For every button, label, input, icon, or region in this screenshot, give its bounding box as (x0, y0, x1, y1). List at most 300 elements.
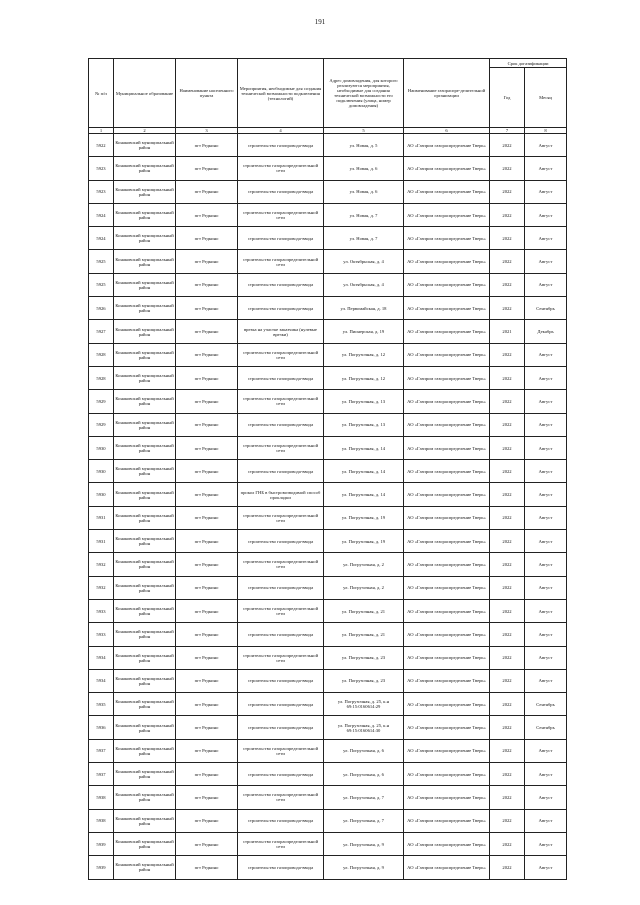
org-cell: АО «Газпром газораспределение Тверь» (404, 203, 490, 226)
table-row (89, 134, 567, 157)
org-cell: АО «Газпром газораспределение Тверь» (404, 250, 490, 273)
table-row (89, 832, 567, 855)
address-cell: ул. Погрузочная, д. 12 (324, 343, 404, 366)
measure-cell: строительство газопровода-ввода (238, 273, 324, 296)
month-cell: Август (525, 832, 567, 855)
measure-cell: строительство газораспределительной сети (238, 739, 324, 762)
table-row (89, 157, 567, 180)
address-cell: ул. Погрузочная, д. 19 (324, 506, 404, 529)
row-number: 5923 (89, 180, 114, 203)
month-cell: Август (525, 506, 567, 529)
org-cell: АО «Газпром газораспределение Тверь» (404, 716, 490, 739)
year-cell: 2022 (490, 763, 525, 786)
address-cell: ул. Погрузочная, д. 21 (324, 623, 404, 646)
address-cell: ул. Погрузочная, д. 13 (324, 413, 404, 436)
measure-cell: строительство газораспределительной сети (238, 157, 324, 180)
address-cell: ул. Погрузочная, д. 21 (324, 599, 404, 622)
org-cell: АО «Газпром газораспределение Тверь» (404, 832, 490, 855)
month-cell: Декабрь (525, 320, 567, 343)
row-number: 5932 (89, 576, 114, 599)
settlement-cell: пгт Редкино (176, 553, 238, 576)
settlement-cell: пгт Редкино (176, 623, 238, 646)
municipality-cell: Конаковский муниципальный район (114, 553, 176, 576)
measure-cell: врезка на участке заказчика (нулевые врезки) (238, 320, 324, 343)
municipality-cell: Конаковский муниципальный район (114, 669, 176, 692)
table-row (89, 856, 567, 879)
month-cell: Август (525, 553, 567, 576)
column-number: 1 (89, 128, 114, 134)
month-cell: Август (525, 366, 567, 389)
header-month: Месяц (525, 68, 567, 128)
municipality-cell: Конаковский муниципальный район (114, 693, 176, 716)
measure-cell: строительство газопровода-ввода (238, 227, 324, 250)
column-number: 2 (114, 128, 176, 134)
year-cell: 2022 (490, 553, 525, 576)
year-cell: 2022 (490, 273, 525, 296)
month-cell: Август (525, 809, 567, 832)
column-number: 7 (490, 128, 525, 134)
municipality-cell: Конаковский муниципальный район (114, 227, 176, 250)
municipality-cell: Конаковский муниципальный район (114, 832, 176, 855)
month-cell: Август (525, 227, 567, 250)
month-cell: Август (525, 180, 567, 203)
table-row (89, 436, 567, 459)
month-cell: Август (525, 599, 567, 622)
row-number: 5926 (89, 297, 114, 320)
year-cell: 2022 (490, 646, 525, 669)
measure-cell: строительство газораспределительной сети (238, 436, 324, 459)
year-cell: 2022 (490, 599, 525, 622)
org-cell: АО «Газпром газораспределение Тверь» (404, 413, 490, 436)
row-number: 5930 (89, 483, 114, 506)
year-cell: 2022 (490, 157, 525, 180)
table-row (89, 203, 567, 226)
row-number: 5933 (89, 599, 114, 622)
month-cell: Август (525, 763, 567, 786)
municipality-cell: Конаковский муниципальный район (114, 436, 176, 459)
municipality-cell: Конаковский муниципальный район (114, 623, 176, 646)
year-cell: 2022 (490, 739, 525, 762)
header-municipality: Муниципальное образование (114, 59, 176, 128)
month-cell: Август (525, 576, 567, 599)
month-cell: Август (525, 390, 567, 413)
municipality-cell: Конаковский муниципальный район (114, 646, 176, 669)
header-measures: Мероприятия, необходимые для создания технической возможности подключения (технологий) (238, 59, 324, 128)
address-cell: ул. Погрузочная, д. 25, к.н 69:15:0160614:29 (324, 693, 404, 716)
table-row (89, 553, 567, 576)
org-cell: АО «Газпром газораспределение Тверь» (404, 669, 490, 692)
municipality-cell: Конаковский муниципальный район (114, 530, 176, 553)
settlement-cell: пгт Редкино (176, 856, 238, 879)
municipality-cell: Конаковский муниципальный район (114, 180, 176, 203)
address-cell: ул. Новая, д. 7 (324, 203, 404, 226)
row-number: 5936 (89, 716, 114, 739)
row-number: 5937 (89, 739, 114, 762)
month-cell: Август (525, 483, 567, 506)
page-number: 191 (314, 18, 326, 26)
settlement-cell: пгт Редкино (176, 297, 238, 320)
header-num: № п/п (89, 59, 114, 128)
org-cell: АО «Газпром газораспределение Тверь» (404, 693, 490, 716)
municipality-cell: Конаковский муниципальный район (114, 763, 176, 786)
org-cell: АО «Газпром газораспределение Тверь» (404, 646, 490, 669)
year-cell: 2022 (490, 366, 525, 389)
address-cell: ул. Погрузочная, д. 12 (324, 366, 404, 389)
measure-cell: строительство газопровода-ввода (238, 623, 324, 646)
year-cell: 2022 (490, 693, 525, 716)
header-deadline: Срок догазификации (490, 59, 567, 68)
address-cell: ул. Новая, д. 5 (324, 134, 404, 157)
settlement-cell: пгт Редкино (176, 413, 238, 436)
row-number: 5923 (89, 157, 114, 180)
row-number: 5931 (89, 506, 114, 529)
row-number: 5933 (89, 623, 114, 646)
month-cell: Август (525, 343, 567, 366)
measure-cell: строительство газораспределительной сети (238, 506, 324, 529)
measure-cell: строительство газораспределительной сети (238, 390, 324, 413)
address-cell: ул. Погрузочная, д. 23 (324, 646, 404, 669)
row-number: 5930 (89, 436, 114, 459)
table-row (89, 809, 567, 832)
table-row (89, 297, 567, 320)
row-number: 5931 (89, 530, 114, 553)
year-cell: 2022 (490, 809, 525, 832)
table-row (89, 576, 567, 599)
row-number: 5934 (89, 669, 114, 692)
row-number: 5932 (89, 553, 114, 576)
year-cell: 2022 (490, 832, 525, 855)
org-cell: АО «Газпром газораспределение Тверь» (404, 343, 490, 366)
address-cell: ул. Погрузочная, д. 6 (324, 763, 404, 786)
row-number: 5925 (89, 273, 114, 296)
table-row (89, 320, 567, 343)
month-cell: Август (525, 623, 567, 646)
address-cell: ул. Погрузочная, д. 23 (324, 669, 404, 692)
table-body (89, 134, 567, 880)
org-cell: АО «Газпром газораспределение Тверь» (404, 460, 490, 483)
month-cell: Август (525, 203, 567, 226)
measure-cell: строительство газораспределительной сети (238, 786, 324, 809)
org-cell: АО «Газпром газораспределение Тверь» (404, 180, 490, 203)
table-row (89, 530, 567, 553)
measure-cell: строительство газопровода-ввода (238, 716, 324, 739)
org-cell: АО «Газпром газораспределение Тверь» (404, 157, 490, 180)
column-number: 4 (238, 128, 324, 134)
year-cell: 2022 (490, 203, 525, 226)
table-row (89, 227, 567, 250)
settlement-cell: пгт Редкино (176, 809, 238, 832)
municipality-cell: Конаковский муниципальный район (114, 203, 176, 226)
table-row (89, 180, 567, 203)
municipality-cell: Конаковский муниципальный район (114, 366, 176, 389)
address-cell: ул. Погрузочная, д. 2 (324, 576, 404, 599)
month-cell: Август (525, 436, 567, 459)
month-cell: Сентябрь (525, 297, 567, 320)
column-number: 3 (176, 128, 238, 134)
settlement-cell: пгт Редкино (176, 250, 238, 273)
column-number: 8 (525, 128, 567, 134)
gasification-table (88, 58, 567, 880)
header-settlement: Наименование населенного пункта (176, 59, 238, 128)
measure-cell: строительство газораспределительной сети (238, 250, 324, 273)
address-cell: ул. Октябрьская, д. 4 (324, 273, 404, 296)
measure-cell: строительство газопровода-ввода (238, 576, 324, 599)
address-cell: ул. Погрузочная, д. 6 (324, 739, 404, 762)
settlement-cell: пгт Редкино (176, 669, 238, 692)
month-cell: Август (525, 157, 567, 180)
address-cell: ул. Первомайская, д. 18 (324, 297, 404, 320)
address-cell: ул. Погрузочная, д. 14 (324, 483, 404, 506)
year-cell: 2022 (490, 483, 525, 506)
measure-cell: строительство газопровода-ввода (238, 134, 324, 157)
settlement-cell: пгт Редкино (176, 646, 238, 669)
org-cell: АО «Газпром газораспределение Тверь» (404, 623, 490, 646)
settlement-cell: пгт Редкино (176, 436, 238, 459)
table-row (89, 390, 567, 413)
address-cell: ул. Погрузочная, д. 7 (324, 786, 404, 809)
org-cell: АО «Газпром газораспределение Тверь» (404, 599, 490, 622)
row-number: 5930 (89, 460, 114, 483)
month-cell: Август (525, 250, 567, 273)
row-number: 5922 (89, 134, 114, 157)
address-cell: ул. Пионерская, д. 19 (324, 320, 404, 343)
row-number: 5934 (89, 646, 114, 669)
month-cell: Август (525, 786, 567, 809)
measure-cell: строительство газораспределительной сети (238, 832, 324, 855)
settlement-cell: пгт Редкино (176, 227, 238, 250)
row-number: 5924 (89, 203, 114, 226)
month-cell: Август (525, 413, 567, 436)
row-number: 5935 (89, 693, 114, 716)
table-row (89, 366, 567, 389)
year-cell: 2022 (490, 716, 525, 739)
settlement-cell: пгт Редкино (176, 832, 238, 855)
municipality-cell: Конаковский муниципальный район (114, 599, 176, 622)
measure-cell: строительство газопровода-ввода (238, 809, 324, 832)
settlement-cell: пгт Редкино (176, 716, 238, 739)
table-row (89, 623, 567, 646)
org-cell: АО «Газпром газораспределение Тверь» (404, 227, 490, 250)
address-cell: ул. Новая, д. 6 (324, 157, 404, 180)
address-cell: ул. Октябрьская, д. 4 (324, 250, 404, 273)
year-cell: 2022 (490, 506, 525, 529)
address-cell: ул. Погрузочная, д. 14 (324, 460, 404, 483)
row-number: 5937 (89, 763, 114, 786)
address-cell: ул. Погрузочная, д. 9 (324, 856, 404, 879)
address-cell: ул. Новая, д. 7 (324, 227, 404, 250)
table-row (89, 273, 567, 296)
municipality-cell: Конаковский муниципальный район (114, 250, 176, 273)
measure-cell: строительство газопровода-ввода (238, 366, 324, 389)
year-cell: 2022 (490, 669, 525, 692)
settlement-cell: пгт Редкино (176, 786, 238, 809)
measure-cell: строительство газопровода-ввода (238, 297, 324, 320)
settlement-cell: пгт Редкино (176, 483, 238, 506)
municipality-cell: Конаковский муниципальный район (114, 297, 176, 320)
org-cell: АО «Газпром газораспределение Тверь» (404, 576, 490, 599)
row-number: 5927 (89, 320, 114, 343)
table-row (89, 599, 567, 622)
measure-cell: строительство газопровода-ввода (238, 460, 324, 483)
month-cell: Август (525, 134, 567, 157)
table-row (89, 506, 567, 529)
settlement-cell: пгт Редкино (176, 203, 238, 226)
year-cell: 2022 (490, 623, 525, 646)
measure-cell: строительство газопровода-ввода (238, 856, 324, 879)
measure-cell: строительство газораспределительной сети (238, 553, 324, 576)
settlement-cell: пгт Редкино (176, 320, 238, 343)
row-number: 5928 (89, 366, 114, 389)
table-row (89, 413, 567, 436)
row-number: 5928 (89, 343, 114, 366)
measure-cell: строительство газораспределительной сети (238, 343, 324, 366)
table-row (89, 739, 567, 762)
settlement-cell: пгт Редкино (176, 180, 238, 203)
municipality-cell: Конаковский муниципальный район (114, 390, 176, 413)
year-cell: 2022 (490, 390, 525, 413)
row-number: 5939 (89, 832, 114, 855)
month-cell: Август (525, 669, 567, 692)
org-cell: АО «Газпром газораспределение Тверь» (404, 297, 490, 320)
settlement-cell: пгт Редкино (176, 343, 238, 366)
org-cell: АО «Газпром газораспределение Тверь» (404, 436, 490, 459)
settlement-cell: пгт Редкино (176, 157, 238, 180)
org-cell: АО «Газпром газораспределение Тверь» (404, 320, 490, 343)
org-cell: АО «Газпром газораспределение Тверь» (404, 366, 490, 389)
org-cell: АО «Газпром газораспределение Тверь» (404, 739, 490, 762)
month-cell: Август (525, 646, 567, 669)
org-cell: АО «Газпром газораспределение Тверь» (404, 273, 490, 296)
month-cell: Август (525, 856, 567, 879)
settlement-cell: пгт Редкино (176, 134, 238, 157)
settlement-cell: пгт Редкино (176, 576, 238, 599)
month-cell: Август (525, 273, 567, 296)
row-number: 5929 (89, 390, 114, 413)
municipality-cell: Конаковский муниципальный район (114, 413, 176, 436)
settlement-cell: пгт Редкино (176, 693, 238, 716)
municipality-cell: Конаковский муниципальный район (114, 343, 176, 366)
municipality-cell: Конаковский муниципальный район (114, 716, 176, 739)
table-row (89, 763, 567, 786)
header-year: Год (490, 68, 525, 128)
municipality-cell: Конаковский муниципальный район (114, 506, 176, 529)
municipality-cell: Конаковский муниципальный район (114, 320, 176, 343)
table-header (89, 59, 567, 134)
municipality-cell: Конаковский муниципальный район (114, 856, 176, 879)
row-number: 5924 (89, 227, 114, 250)
municipality-cell: Конаковский муниципальный район (114, 157, 176, 180)
row-number: 5929 (89, 413, 114, 436)
year-cell: 2022 (490, 180, 525, 203)
table-row (89, 669, 567, 692)
month-cell: Сентябрь (525, 693, 567, 716)
measure-cell: строительство газопровода-ввода (238, 693, 324, 716)
year-cell: 2022 (490, 436, 525, 459)
settlement-cell: пгт Редкино (176, 506, 238, 529)
header-address: Адрес домовладения, для которого реализуются мероприятия, необходимые для создания технической возможности его подключения (улица, номер домовладения) (324, 59, 404, 128)
settlement-cell: пгт Редкино (176, 763, 238, 786)
year-cell: 2022 (490, 856, 525, 879)
year-cell: 2022 (490, 250, 525, 273)
year-cell: 2022 (490, 227, 525, 250)
settlement-cell: пгт Редкино (176, 599, 238, 622)
month-cell: Август (525, 530, 567, 553)
measure-cell: строительство газопровода-ввода (238, 763, 324, 786)
measure-cell: прокол ГНБ в быстровозводимой способ прокладки (238, 483, 324, 506)
month-cell: Сентябрь (525, 716, 567, 739)
year-cell: 2022 (490, 297, 525, 320)
org-cell: АО «Газпром газораспределение Тверь» (404, 483, 490, 506)
table-row (89, 460, 567, 483)
address-cell: ул. Новая, д. 6 (324, 180, 404, 203)
table-row (89, 483, 567, 506)
org-cell: АО «Газпром газораспределение Тверь» (404, 809, 490, 832)
address-cell: ул. Погрузочная, д. 13 (324, 390, 404, 413)
org-cell: АО «Газпром газораспределение Тверь» (404, 553, 490, 576)
municipality-cell: Конаковский муниципальный район (114, 786, 176, 809)
municipality-cell: Конаковский муниципальный район (114, 483, 176, 506)
row-number: 5939 (89, 856, 114, 879)
org-cell: АО «Газпром газораспределение Тверь» (404, 763, 490, 786)
table-row (89, 693, 567, 716)
municipality-cell: Конаковский муниципальный район (114, 134, 176, 157)
org-cell: АО «Газпром газораспределение Тверь» (404, 856, 490, 879)
measure-cell: строительство газораспределительной сети (238, 646, 324, 669)
settlement-cell: пгт Редкино (176, 460, 238, 483)
municipality-cell: Конаковский муниципальный район (114, 809, 176, 832)
year-cell: 2022 (490, 413, 525, 436)
municipality-cell: Конаковский муниципальный район (114, 576, 176, 599)
address-cell: ул. Погрузочная, д. 14 (324, 436, 404, 459)
municipality-cell: Конаковский муниципальный район (114, 739, 176, 762)
municipality-cell: Конаковский муниципальный район (114, 273, 176, 296)
column-number: 5 (324, 128, 404, 134)
row-number: 5925 (89, 250, 114, 273)
row-number: 5938 (89, 786, 114, 809)
month-cell: Август (525, 460, 567, 483)
settlement-cell: пгт Редкино (176, 739, 238, 762)
measure-cell: строительство газопровода-ввода (238, 180, 324, 203)
column-number: 6 (404, 128, 490, 134)
settlement-cell: пгт Редкино (176, 273, 238, 296)
year-cell: 2022 (490, 786, 525, 809)
year-cell: 2022 (490, 343, 525, 366)
measure-cell: строительство газопровода-ввода (238, 413, 324, 436)
measure-cell: строительство газопровода-ввода (238, 530, 324, 553)
year-cell: 2022 (490, 530, 525, 553)
header-org: Наименование газораспре-делительной организации (404, 59, 490, 128)
org-cell: АО «Газпром газораспределение Тверь» (404, 786, 490, 809)
settlement-cell: пгт Редкино (176, 530, 238, 553)
address-cell: ул. Погрузочная, д. 19 (324, 530, 404, 553)
address-cell: ул. Погрузочная, д. 9 (324, 832, 404, 855)
year-cell: 2022 (490, 460, 525, 483)
org-cell: АО «Газпром газораспределение Тверь» (404, 134, 490, 157)
municipality-cell: Конаковский муниципальный район (114, 460, 176, 483)
address-cell: ул. Погрузочная, д. 7 (324, 809, 404, 832)
year-cell: 2022 (490, 576, 525, 599)
table-row (89, 786, 567, 809)
measure-cell: строительство газопровода-ввода (238, 669, 324, 692)
month-cell: Август (525, 739, 567, 762)
org-cell: АО «Газпром газораспределение Тверь» (404, 390, 490, 413)
address-cell: ул. Погрузочная, д. 25, к.н 69:15:0160614:30 (324, 716, 404, 739)
org-cell: АО «Газпром газораспределение Тверь» (404, 530, 490, 553)
table-row (89, 343, 567, 366)
org-cell: АО «Газпром газораспределение Тверь» (404, 506, 490, 529)
table-row (89, 250, 567, 273)
measure-cell: строительство газораспределительной сети (238, 599, 324, 622)
